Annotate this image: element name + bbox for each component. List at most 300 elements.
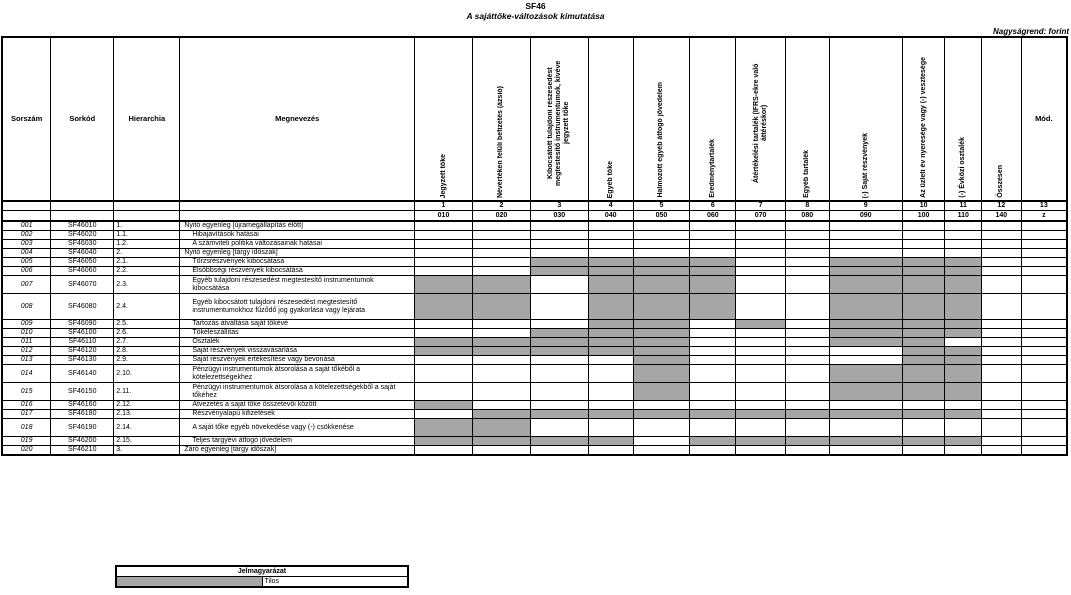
- input-cell[interactable]: [945, 240, 982, 249]
- input-cell[interactable]: [736, 221, 786, 231]
- row-sorszam: 015: [2, 383, 51, 401]
- forbidden-cell: [902, 356, 945, 365]
- input-cell[interactable]: [472, 365, 530, 383]
- input-cell[interactable]: [785, 267, 829, 276]
- forbidden-cell: [829, 276, 902, 294]
- forbidden-cell: [588, 258, 633, 267]
- forbidden-cell: [633, 276, 690, 294]
- row-sorkod: SF46010: [51, 221, 114, 231]
- input-cell[interactable]: [736, 401, 786, 410]
- input-cell[interactable]: [472, 240, 530, 249]
- table-row: [2, 294, 1067, 320]
- row-hierarchia: 2.15.: [114, 437, 180, 446]
- forbidden-cell: [415, 419, 473, 437]
- input-cell[interactable]: [945, 338, 982, 347]
- input-cell[interactable]: [530, 320, 588, 329]
- input-cell[interactable]: [982, 338, 1022, 347]
- input-cell[interactable]: [982, 231, 1022, 240]
- input-cell[interactable]: [530, 276, 588, 294]
- row-megnevezes: Hibajavítások hatásai: [180, 231, 415, 240]
- row-hierarchia: 2.14.: [114, 419, 180, 437]
- col-header-090: [829, 37, 902, 201]
- input-cell[interactable]: [633, 419, 690, 437]
- input-cell[interactable]: [736, 240, 786, 249]
- row-sorkod: SF46030: [51, 240, 114, 249]
- input-cell[interactable]: [1021, 419, 1067, 437]
- input-cell[interactable]: [1021, 231, 1067, 240]
- forbidden-cell: [472, 294, 530, 320]
- input-cell[interactable]: [588, 446, 633, 456]
- input-cell[interactable]: [945, 231, 982, 240]
- input-cell[interactable]: [785, 294, 829, 320]
- input-cell[interactable]: [530, 249, 588, 258]
- input-cell[interactable]: [472, 231, 530, 240]
- input-cell[interactable]: [982, 320, 1022, 329]
- input-cell[interactable]: [415, 231, 473, 240]
- table-row: [2, 320, 1067, 329]
- input-cell[interactable]: [690, 338, 736, 347]
- input-cell[interactable]: [588, 365, 633, 383]
- input-cell[interactable]: [588, 240, 633, 249]
- input-cell[interactable]: [785, 221, 829, 231]
- input-cell[interactable]: [1021, 294, 1067, 320]
- input-cell[interactable]: [829, 401, 902, 410]
- input-cell[interactable]: [588, 231, 633, 240]
- row-hierarchia: 2.7.: [114, 338, 180, 347]
- input-cell[interactable]: [982, 221, 1022, 231]
- forbidden-cell: [945, 347, 982, 356]
- table-row: [2, 446, 1067, 456]
- input-cell[interactable]: [902, 419, 945, 437]
- forbidden-cell: [829, 383, 902, 401]
- input-cell[interactable]: [690, 320, 736, 329]
- input-cell[interactable]: [902, 221, 945, 231]
- input-cell[interactable]: [633, 249, 690, 258]
- input-cell[interactable]: [690, 446, 736, 456]
- col-header-label: Az üzleti év nyeresége vagy (-) vesztesége: [919, 57, 927, 198]
- input-cell[interactable]: [902, 401, 945, 410]
- col-header-010: [415, 37, 473, 201]
- input-cell[interactable]: [530, 419, 588, 437]
- column-number-row: [2, 201, 1067, 211]
- row-sorkod: SF46050: [51, 258, 114, 267]
- input-cell[interactable]: [633, 221, 690, 231]
- row-hierarchia: 2.12.: [114, 401, 180, 410]
- table-row: [2, 383, 1067, 401]
- input-cell[interactable]: [1021, 446, 1067, 456]
- input-cell[interactable]: [829, 249, 902, 258]
- input-cell[interactable]: [415, 410, 473, 419]
- table-row: [2, 231, 1067, 240]
- input-cell[interactable]: [472, 320, 530, 329]
- row-hierarchia: 2.8.: [114, 347, 180, 356]
- forbidden-cell: [588, 276, 633, 294]
- input-cell[interactable]: [902, 240, 945, 249]
- table-row: [2, 249, 1067, 258]
- input-cell[interactable]: [982, 347, 1022, 356]
- input-cell[interactable]: [829, 446, 902, 456]
- input-cell[interactable]: [690, 401, 736, 410]
- input-cell[interactable]: [415, 365, 473, 383]
- input-cell[interactable]: [736, 356, 786, 365]
- row-megnevezes: Nyitó egyenleg [újramegállapítás előtt]: [180, 221, 415, 231]
- input-cell[interactable]: [588, 419, 633, 437]
- input-cell[interactable]: [530, 365, 588, 383]
- col-code: 090: [829, 211, 902, 222]
- input-cell[interactable]: [736, 338, 786, 347]
- input-cell[interactable]: [415, 249, 473, 258]
- input-cell[interactable]: [785, 240, 829, 249]
- forbidden-cell: [829, 267, 902, 276]
- input-cell[interactable]: [472, 221, 530, 231]
- row-sorszam: 013: [2, 356, 51, 365]
- input-cell[interactable]: [530, 446, 588, 456]
- row-sorkod: SF46080: [51, 294, 114, 320]
- row-sorszam: 001: [2, 221, 51, 231]
- input-cell[interactable]: [415, 356, 473, 365]
- forbidden-cell: [945, 356, 982, 365]
- input-cell[interactable]: [829, 347, 902, 356]
- table-row: [2, 419, 1067, 437]
- forbidden-cell: [902, 267, 945, 276]
- input-cell[interactable]: [415, 221, 473, 231]
- input-cell[interactable]: [736, 446, 786, 456]
- forbidden-cell: [902, 410, 945, 419]
- col-number: 3: [530, 201, 588, 211]
- input-cell[interactable]: [945, 401, 982, 410]
- input-cell[interactable]: [982, 419, 1022, 437]
- input-cell[interactable]: [415, 320, 473, 329]
- input-cell[interactable]: [982, 329, 1022, 338]
- input-cell[interactable]: [530, 401, 588, 410]
- forbidden-cell: [530, 410, 588, 419]
- forbidden-cell: [588, 437, 633, 446]
- row-megnevezes: Elsőbbségi részvények kibocsátása: [180, 267, 415, 276]
- input-cell[interactable]: [982, 401, 1022, 410]
- input-cell[interactable]: [1021, 320, 1067, 329]
- input-cell[interactable]: [472, 329, 530, 338]
- input-cell[interactable]: [690, 365, 736, 383]
- row-sorkod: SF46140: [51, 365, 114, 383]
- input-cell[interactable]: [982, 294, 1022, 320]
- input-cell[interactable]: [472, 356, 530, 365]
- row-sorszam: 009: [2, 320, 51, 329]
- row-sorkod: SF46210: [51, 446, 114, 456]
- row-hierarchia: 2.4.: [114, 294, 180, 320]
- input-cell[interactable]: [530, 231, 588, 240]
- row-sorszam: 011: [2, 338, 51, 347]
- col-header-sorkod: Sorkód: [51, 37, 114, 201]
- table-body: [2, 221, 1067, 455]
- input-cell[interactable]: [588, 401, 633, 410]
- forbidden-cell: [736, 320, 786, 329]
- input-cell[interactable]: [982, 276, 1022, 294]
- col-number: 1: [415, 201, 473, 211]
- input-cell[interactable]: [690, 231, 736, 240]
- input-cell[interactable]: [902, 249, 945, 258]
- input-cell[interactable]: [736, 294, 786, 320]
- forbidden-cell: [530, 267, 588, 276]
- input-cell[interactable]: [982, 258, 1022, 267]
- table-row: [2, 240, 1067, 249]
- row-sorkod: SF46060: [51, 267, 114, 276]
- input-cell[interactable]: [982, 365, 1022, 383]
- forbidden-cell: [472, 410, 530, 419]
- input-cell[interactable]: [1021, 240, 1067, 249]
- input-cell[interactable]: [690, 383, 736, 401]
- row-hierarchia: 2.1.: [114, 258, 180, 267]
- forbidden-cell: [690, 437, 736, 446]
- input-cell[interactable]: [633, 401, 690, 410]
- input-cell[interactable]: [530, 294, 588, 320]
- input-cell[interactable]: [785, 419, 829, 437]
- input-cell[interactable]: [633, 231, 690, 240]
- forbidden-cell: [588, 320, 633, 329]
- forbidden-cell: [902, 329, 945, 338]
- input-cell[interactable]: [785, 401, 829, 410]
- row-megnevezes: Egyéb kibocsátott tulajdoni részesedést megtestesítő instrumentumokhoz fűződő jog gyakorlása vagy lejárata: [180, 294, 415, 320]
- input-cell[interactable]: [415, 267, 473, 276]
- input-cell[interactable]: [902, 446, 945, 456]
- input-cell[interactable]: [736, 258, 786, 267]
- input-cell[interactable]: [1021, 338, 1067, 347]
- input-cell[interactable]: [785, 258, 829, 267]
- input-cell[interactable]: [1021, 267, 1067, 276]
- input-cell[interactable]: [1021, 258, 1067, 267]
- input-cell[interactable]: [1021, 329, 1067, 338]
- input-cell[interactable]: [530, 221, 588, 231]
- input-cell[interactable]: [736, 249, 786, 258]
- forbidden-cell: [415, 294, 473, 320]
- row-sorkod: SF46180: [51, 410, 114, 419]
- forbidden-cell: [829, 320, 902, 329]
- input-cell[interactable]: [785, 446, 829, 456]
- input-cell[interactable]: [415, 258, 473, 267]
- col-number: 7: [736, 201, 786, 211]
- input-cell[interactable]: [982, 356, 1022, 365]
- forbidden-cell: [902, 258, 945, 267]
- input-cell[interactable]: [690, 329, 736, 338]
- input-cell[interactable]: [530, 383, 588, 401]
- input-cell[interactable]: [982, 410, 1022, 419]
- input-cell[interactable]: [1021, 365, 1067, 383]
- input-cell[interactable]: [472, 383, 530, 401]
- legend-item-label: Tilos: [262, 577, 408, 588]
- forbidden-cell: [945, 383, 982, 401]
- input-cell[interactable]: [1021, 356, 1067, 365]
- forbidden-cell: [690, 258, 736, 267]
- report-subtitle: A sajáttőke-változások kimutatása: [466, 11, 605, 21]
- input-cell[interactable]: [829, 221, 902, 231]
- input-cell[interactable]: [588, 249, 633, 258]
- col-code: 050: [633, 211, 690, 222]
- row-hierarchia: 1.: [114, 221, 180, 231]
- input-cell[interactable]: [736, 276, 786, 294]
- forbidden-cell: [530, 338, 588, 347]
- input-cell[interactable]: [736, 383, 786, 401]
- input-cell[interactable]: [829, 419, 902, 437]
- row-sorszam: 004: [2, 249, 51, 258]
- input-cell[interactable]: [1021, 249, 1067, 258]
- input-cell[interactable]: [1021, 276, 1067, 294]
- row-hierarchia: 3.: [114, 446, 180, 456]
- col-header-label: Összesen: [997, 165, 1005, 198]
- input-cell[interactable]: [472, 249, 530, 258]
- input-cell[interactable]: [415, 446, 473, 456]
- col-header-mod: Mód.: [1021, 37, 1067, 201]
- input-cell[interactable]: [690, 347, 736, 356]
- input-cell[interactable]: [785, 329, 829, 338]
- col-number: 13: [1021, 201, 1067, 211]
- forbidden-cell: [736, 410, 786, 419]
- row-sorkod: SF46070: [51, 276, 114, 294]
- col-number: 12: [982, 201, 1022, 211]
- input-cell[interactable]: [982, 383, 1022, 401]
- forbidden-cell: [472, 347, 530, 356]
- input-cell[interactable]: [588, 383, 633, 401]
- input-cell[interactable]: [1021, 347, 1067, 356]
- header-row: [2, 37, 1067, 201]
- input-cell[interactable]: [690, 356, 736, 365]
- input-cell[interactable]: [982, 240, 1022, 249]
- input-cell[interactable]: [785, 338, 829, 347]
- input-cell[interactable]: [982, 249, 1022, 258]
- input-cell[interactable]: [588, 356, 633, 365]
- input-cell[interactable]: [785, 383, 829, 401]
- input-cell[interactable]: [633, 446, 690, 456]
- forbidden-cell: [945, 320, 982, 329]
- equity-changes-table: [1, 36, 1068, 456]
- input-cell[interactable]: [736, 347, 786, 356]
- table-row: [2, 221, 1067, 231]
- input-cell[interactable]: [736, 329, 786, 338]
- input-cell[interactable]: [690, 249, 736, 258]
- input-cell[interactable]: [415, 240, 473, 249]
- input-cell[interactable]: [1021, 410, 1067, 419]
- input-cell[interactable]: [902, 231, 945, 240]
- table-row: [2, 365, 1067, 383]
- input-cell[interactable]: [1021, 221, 1067, 231]
- input-cell[interactable]: [736, 267, 786, 276]
- input-cell[interactable]: [472, 267, 530, 276]
- input-cell[interactable]: [472, 401, 530, 410]
- forbidden-cell: [829, 294, 902, 320]
- table-row: [2, 347, 1067, 356]
- row-hierarchia: 2.6.: [114, 329, 180, 338]
- forbidden-cell: [415, 276, 473, 294]
- input-cell[interactable]: [472, 258, 530, 267]
- col-number: 5: [633, 201, 690, 211]
- input-cell[interactable]: [1021, 383, 1067, 401]
- forbidden-cell: [945, 437, 982, 446]
- input-cell[interactable]: [945, 221, 982, 231]
- input-cell[interactable]: [785, 320, 829, 329]
- input-cell[interactable]: [829, 231, 902, 240]
- input-cell[interactable]: [785, 249, 829, 258]
- forbidden-cell: [945, 365, 982, 383]
- row-sorszam: 016: [2, 401, 51, 410]
- table-row: [2, 258, 1067, 267]
- input-cell[interactable]: [530, 356, 588, 365]
- col-code: 070: [736, 211, 786, 222]
- forbidden-cell: [690, 276, 736, 294]
- forbidden-cell: [902, 347, 945, 356]
- input-cell[interactable]: [588, 221, 633, 231]
- row-sorszam: 019: [2, 437, 51, 446]
- col-code: z: [1021, 211, 1067, 222]
- forbidden-cell: [902, 320, 945, 329]
- row-sorkod: SF46160: [51, 401, 114, 410]
- forbidden-cell: [633, 365, 690, 383]
- forbidden-cell: [945, 267, 982, 276]
- input-cell[interactable]: [690, 240, 736, 249]
- forbidden-cell: [690, 410, 736, 419]
- forbidden-cell: [530, 329, 588, 338]
- input-cell[interactable]: [415, 329, 473, 338]
- table-row: [2, 410, 1067, 419]
- forbidden-cell: [415, 347, 473, 356]
- input-cell[interactable]: [1021, 401, 1067, 410]
- input-cell[interactable]: [982, 437, 1022, 446]
- forbidden-cell: [902, 276, 945, 294]
- forbidden-cell: [588, 338, 633, 347]
- input-cell[interactable]: [530, 240, 588, 249]
- row-megnevezes: Saját részvények értékesítése vagy bevonása: [180, 356, 415, 365]
- forbidden-cell: [633, 294, 690, 320]
- input-cell[interactable]: [415, 383, 473, 401]
- row-sorszam: 010: [2, 329, 51, 338]
- forbidden-cell: [633, 410, 690, 419]
- input-cell[interactable]: [945, 419, 982, 437]
- input-cell[interactable]: [982, 267, 1022, 276]
- table-row: [2, 356, 1067, 365]
- col-header-sorszam: Sorszám: [2, 37, 51, 201]
- input-cell[interactable]: [982, 446, 1022, 456]
- forbidden-cell: [945, 329, 982, 338]
- input-cell[interactable]: [472, 446, 530, 456]
- input-cell[interactable]: [785, 347, 829, 356]
- input-cell[interactable]: [690, 221, 736, 231]
- input-cell[interactable]: [829, 240, 902, 249]
- row-hierarchia: 2.5.: [114, 320, 180, 329]
- input-cell[interactable]: [690, 419, 736, 437]
- row-hierarchia: 2.9.: [114, 356, 180, 365]
- input-cell[interactable]: [945, 446, 982, 456]
- forbidden-cell: [530, 258, 588, 267]
- row-sorszam: 006: [2, 267, 51, 276]
- input-cell[interactable]: [945, 249, 982, 258]
- forbidden-cell: [415, 338, 473, 347]
- col-number: 4: [588, 201, 633, 211]
- col-header-030: [530, 37, 588, 201]
- input-cell[interactable]: [633, 240, 690, 249]
- row-sorszam: 008: [2, 294, 51, 320]
- input-cell[interactable]: [633, 437, 690, 446]
- input-cell[interactable]: [1021, 437, 1067, 446]
- input-cell[interactable]: [736, 231, 786, 240]
- col-header-050: [633, 37, 690, 201]
- input-cell[interactable]: [736, 419, 786, 437]
- input-cell[interactable]: [785, 231, 829, 240]
- input-cell[interactable]: [785, 276, 829, 294]
- input-cell[interactable]: [829, 356, 902, 365]
- input-cell[interactable]: [785, 356, 829, 365]
- input-cell[interactable]: [736, 365, 786, 383]
- legend-title: Jelmagyarázat: [116, 566, 408, 577]
- forbidden-cell: [588, 329, 633, 338]
- row-hierarchia: 2.2.: [114, 267, 180, 276]
- input-cell[interactable]: [785, 365, 829, 383]
